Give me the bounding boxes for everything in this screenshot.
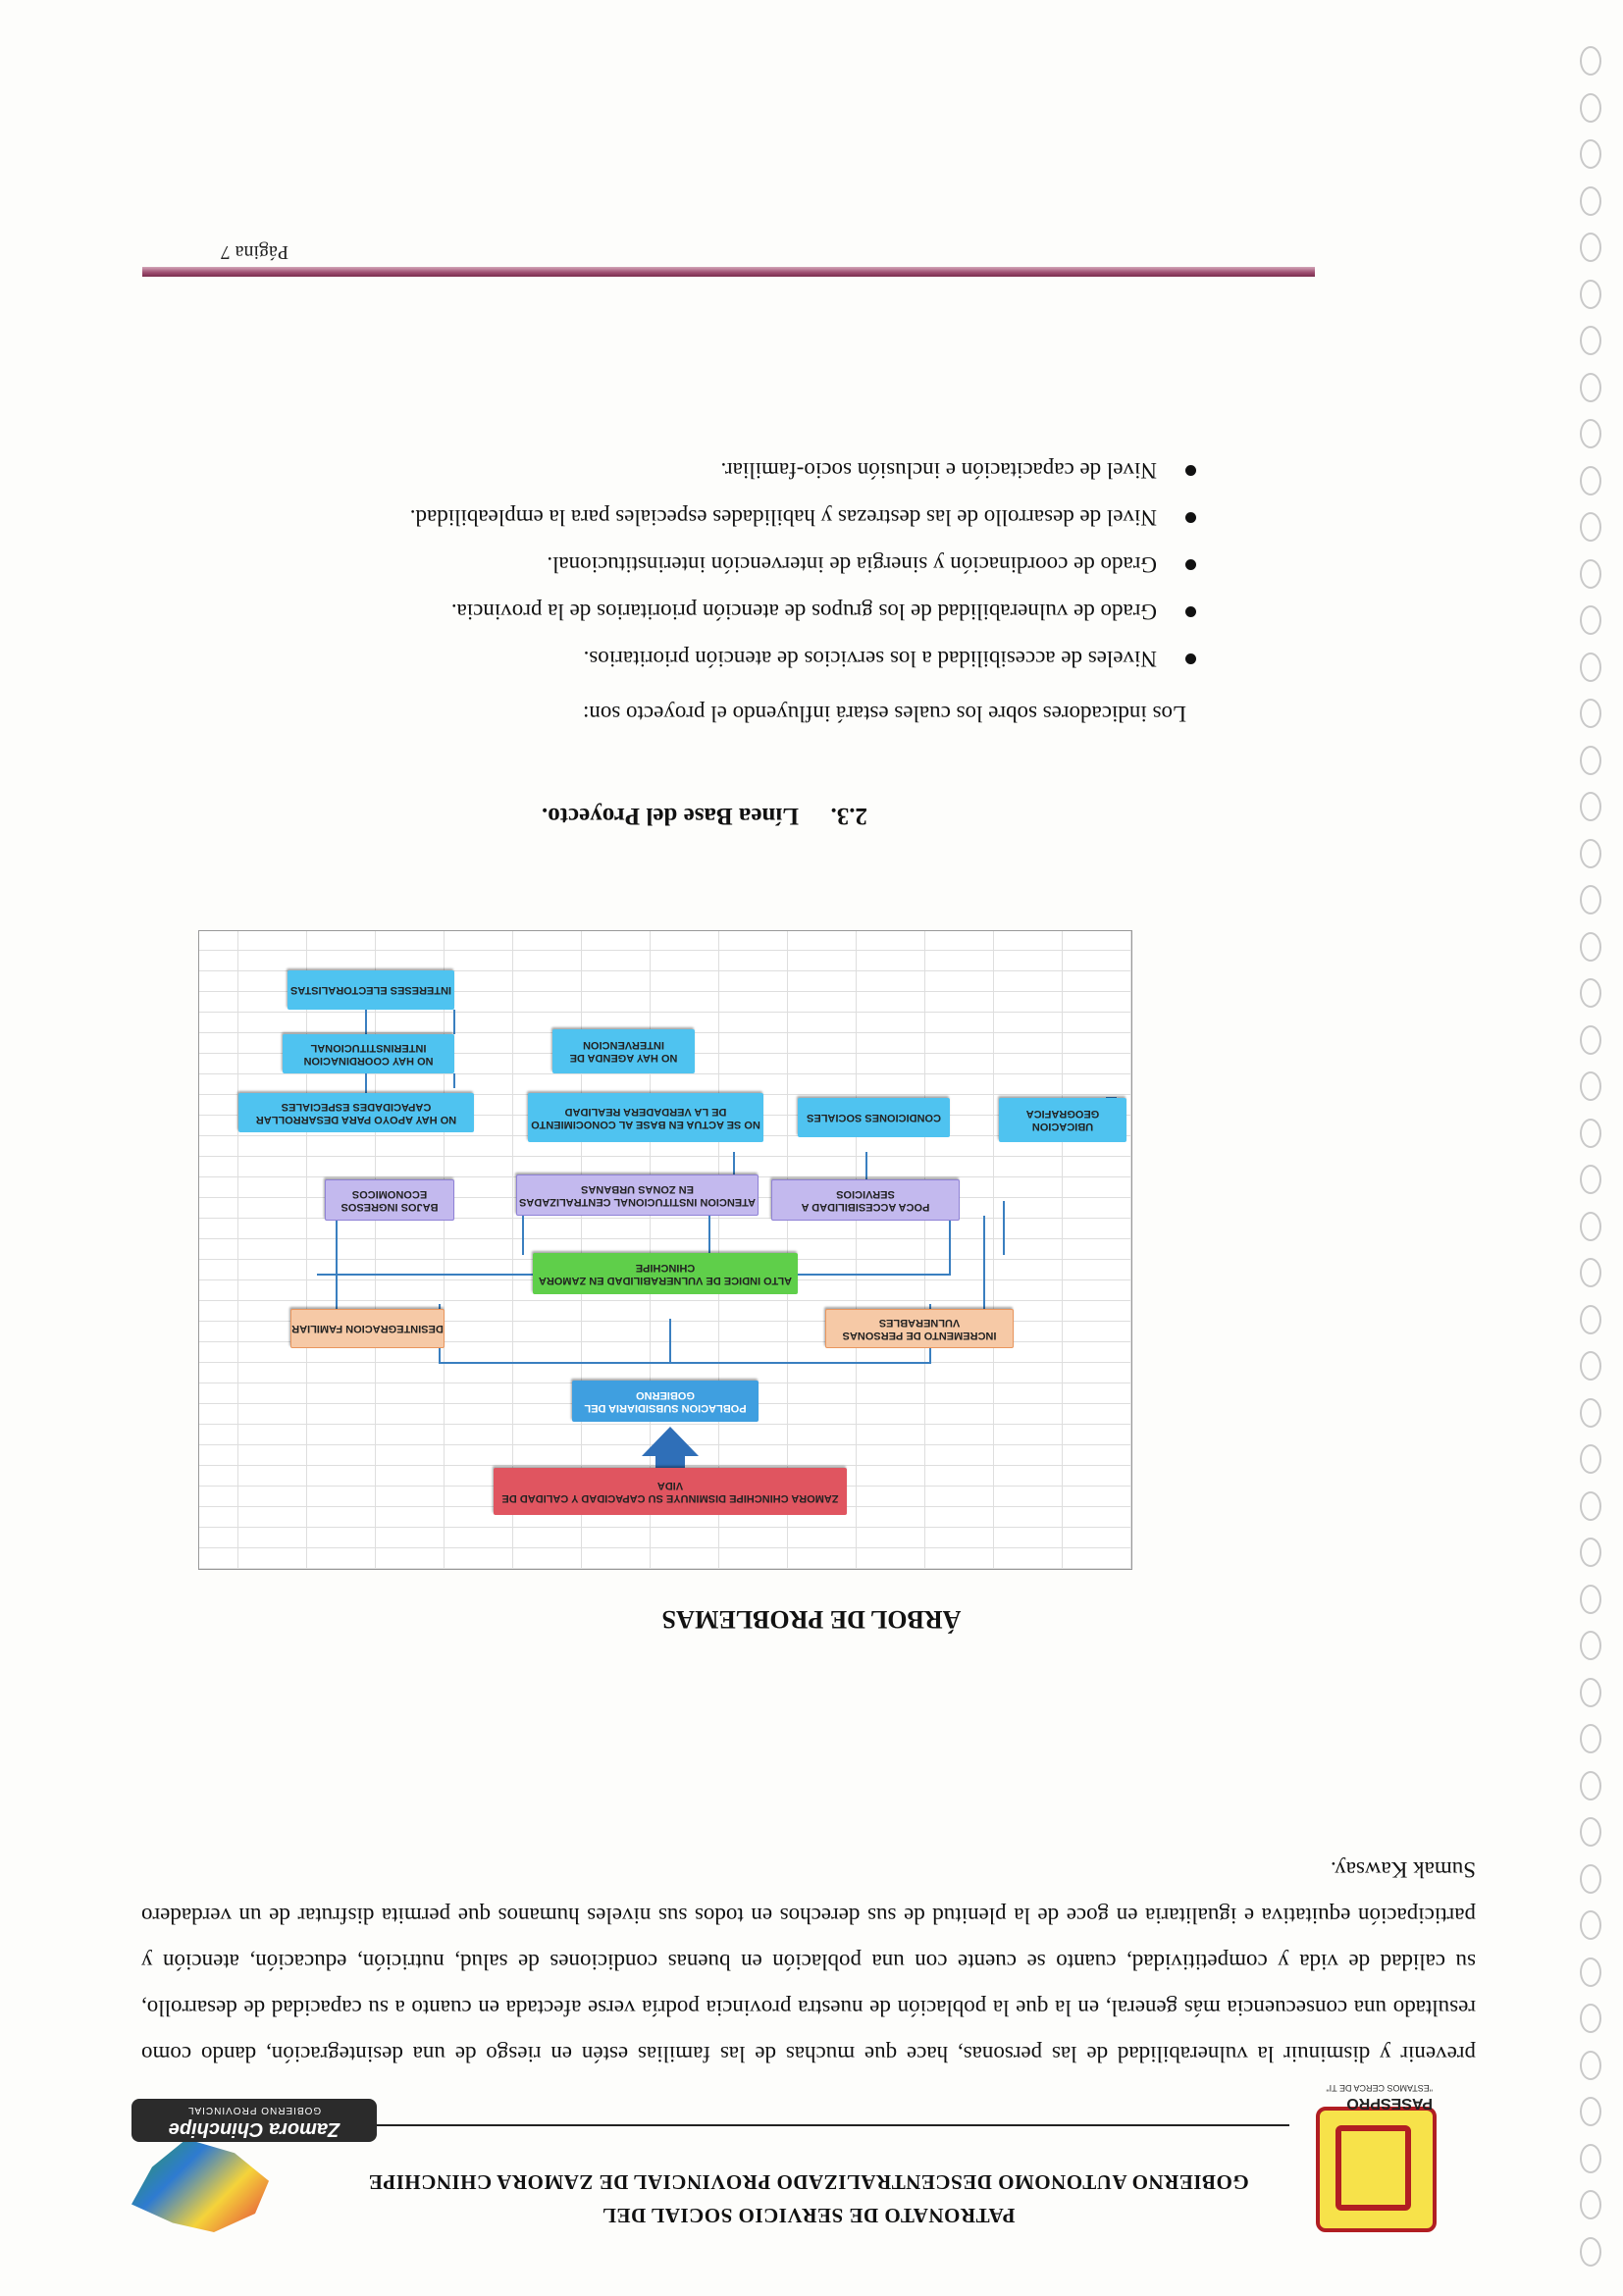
pasespro-logo-motto: "ESTAMOS CERCA DE TI": [1326, 2083, 1433, 2093]
diagram-effect-left: INCREMENTO DE PERSONAS VULNERABLES: [825, 1309, 1014, 1348]
binding-hole: [1580, 1771, 1601, 1800]
binding-hole: [1580, 186, 1601, 216]
problem-tree-diagram: [198, 930, 1132, 1570]
indicators-intro: Los indicadores sobre los cuales estará influyendo el proyecto son:: [582, 702, 1186, 726]
binding-hole: [1580, 2237, 1601, 2267]
diagram-effect-top: ZAMORA CHINCHIPE DISMINUYE SU CAPACIDAD Y CALIDAD DE VIDA: [494, 1468, 847, 1515]
binding-hole: [1580, 1259, 1601, 1288]
binding-hole: [1580, 513, 1601, 543]
section-title: Línea Base del Proyecto.: [542, 803, 799, 829]
section-heading: [542, 802, 867, 829]
binding-hole: [1580, 2191, 1601, 2220]
list-item: [141, 446, 1196, 494]
list-item-text: Nivel de capacitación e inclusión socio-familiar.: [720, 458, 1157, 483]
diagram-cause-2: ATENCION INSTITUCIONAL CENTRALIZADAS EN ZONAS URBANAS: [516, 1174, 759, 1216]
bullet-icon: [1185, 559, 1196, 570]
diagram-sub-5: NO HAY AGENDA DE INTERVENCION: [552, 1029, 695, 1073]
binding-hole: [1580, 1025, 1601, 1055]
bullet-icon: [1185, 606, 1196, 617]
diagram-sub-4: NO HAY APOYO PARA DESARROLLAR CAPACIDADES ESPECIALES: [238, 1093, 474, 1132]
diagram-sub-6: NO HAY COORDINACION INTERINSTITUCIONAL: [283, 1034, 454, 1073]
diagram-sub-7: INTERESES ELECTORALISTAS: [288, 970, 454, 1010]
diagram-cause-3: BAJOS INGRESOS ECONOMICOS: [325, 1179, 454, 1221]
list-item: [141, 541, 1196, 588]
logo-band-name: Zamora Chinchipe: [168, 2118, 340, 2140]
binding-hole: [1580, 793, 1601, 822]
list-item-text: Grado de coordinación y sinergia de intervención interinstitucional.: [547, 552, 1157, 577]
diagram-sub-3: NO SE ACTUA EN BASE AL CONOCIMIENTO DE LA VERDADERA REALIDAD: [528, 1093, 763, 1142]
list-item-text: Grado de vulnerabilidad de los grupos de atención prioritarios de la provincia.: [450, 600, 1157, 624]
binding-hole: [1580, 1818, 1601, 1848]
binding-hole: [1580, 559, 1601, 589]
binding-hole: [1580, 280, 1601, 309]
binding-hole: [1580, 1632, 1601, 1661]
binding-hole: [1580, 1212, 1601, 1241]
binding-hole: [1580, 979, 1601, 1009]
header-title-line1: PATRONATO DE SERVICIO SOCIAL DEL: [602, 2204, 1016, 2227]
binding-hole: [1580, 1072, 1601, 1102]
binding-hole: [1580, 2005, 1601, 2034]
binding-hole: [1580, 420, 1601, 449]
bullet-icon: [1185, 465, 1196, 476]
binding-hole: [1580, 1352, 1601, 1382]
binding-hole: [1580, 886, 1601, 915]
binding-hole: [1580, 1539, 1601, 1568]
diagram-sub-2: CONDICIONES SOCIALES: [798, 1098, 950, 1137]
binding-hole: [1580, 466, 1601, 496]
page-number: Página 7: [220, 241, 288, 263]
page-header: [131, 2083, 1437, 2242]
binding-hole: [1580, 1305, 1601, 1334]
binding-hole: [1580, 1864, 1601, 1894]
header-title-line2: GOBIERNO AUTONOMO DESCENTRALIZADO PROVINCIAL DE ZAMORA CHINCHIPE: [368, 2170, 1249, 2194]
diagram-effect-right: DESINTEGRACION FAMILIAR: [290, 1309, 445, 1348]
binding-hole: [1580, 839, 1601, 868]
binding-hole: [1580, 652, 1601, 682]
binding-holes: [1574, 29, 1601, 2267]
header-title: [328, 2166, 1289, 2232]
diagram-effect-mid: POBLACION SUBSIDIARIA DEL GOBIERNO: [572, 1381, 759, 1422]
binding-hole: [1580, 1957, 1601, 1987]
diagram-cause-1: POCA ACCESIBILIDAD A SERVICIOS: [771, 1179, 960, 1221]
binding-hole: [1580, 1166, 1601, 1195]
binding-hole: [1580, 1678, 1601, 1707]
binding-hole: [1580, 746, 1601, 775]
list-item: [141, 494, 1196, 541]
binding-hole: [1580, 47, 1601, 77]
logo-band: [131, 2099, 377, 2142]
binding-hole: [1580, 700, 1601, 729]
pasespro-logo-name: PASESPRO: [1346, 2095, 1433, 2112]
binding-hole: [1580, 1445, 1601, 1475]
binding-hole: [1580, 93, 1601, 123]
binding-hole: [1580, 1491, 1601, 1521]
list-item-text: Niveles de accesibilidad a los servicios de atención prioritarios.: [583, 647, 1157, 671]
bullet-icon: [1185, 653, 1196, 664]
binding-hole: [1580, 2051, 1601, 2080]
binding-hole: [1580, 606, 1601, 636]
binding-hole: [1580, 140, 1601, 170]
diagram-sub-1: UBICACION GEOGRAFICA: [999, 1098, 1126, 1142]
bullet-icon: [1185, 512, 1196, 523]
binding-hole: [1580, 234, 1601, 263]
footer-divider: [142, 267, 1315, 277]
pasespro-logo: [1316, 2107, 1437, 2232]
binding-hole: [1580, 932, 1601, 962]
binding-hole: [1580, 2144, 1601, 2173]
binding-hole: [1580, 327, 1601, 356]
diagram-core-problem: ALTO INDICE DE VULNERABILIDAD EN ZAMORA CHINCHIPE: [533, 1253, 798, 1294]
indicators-list: [141, 446, 1196, 682]
tree-title: ÁRBOL DE PROBLEMAS: [661, 1605, 962, 1634]
zamora-chinchipe-logo: [131, 2105, 340, 2232]
province-map-icon: [131, 2139, 269, 2232]
binding-hole: [1580, 1119, 1601, 1148]
logo-band-subtitle: GOBIERNO PROVINCIAL: [186, 2105, 322, 2115]
section-number: 2.3.: [830, 803, 867, 829]
list-item: [141, 635, 1196, 682]
binding-hole: [1580, 1911, 1601, 1941]
body-paragraph: prevenir y disminuir la vulnerabilidad de las personas, hace que muchas de las familias estén en riesgo de una desintegración, dando como resultado una consecuencia más general, en la que la población de nuestra provincia podría verse afectada en cuanto a su capacidad de desarrollo, su calidad de vida y competitividad, cuanto se cuente con una población en buenas condiciones de salud, nutrición, educación, atención y participación equitativa e igualitaria en goce de la plenitud de sus derechos en todos sus niveles humanos que permita disfrutar de un verdadero Sumak Kawsay.: [141, 1857, 1476, 2066]
list-item-text: Nivel de desarrollo de las destrezas y habilidades especiales para la empleabilidad.: [409, 505, 1157, 530]
binding-hole: [1580, 1398, 1601, 1428]
binding-hole: [1580, 2098, 1601, 2127]
list-item: [141, 588, 1196, 635]
binding-hole: [1580, 1725, 1601, 1754]
binding-hole: [1580, 373, 1601, 402]
